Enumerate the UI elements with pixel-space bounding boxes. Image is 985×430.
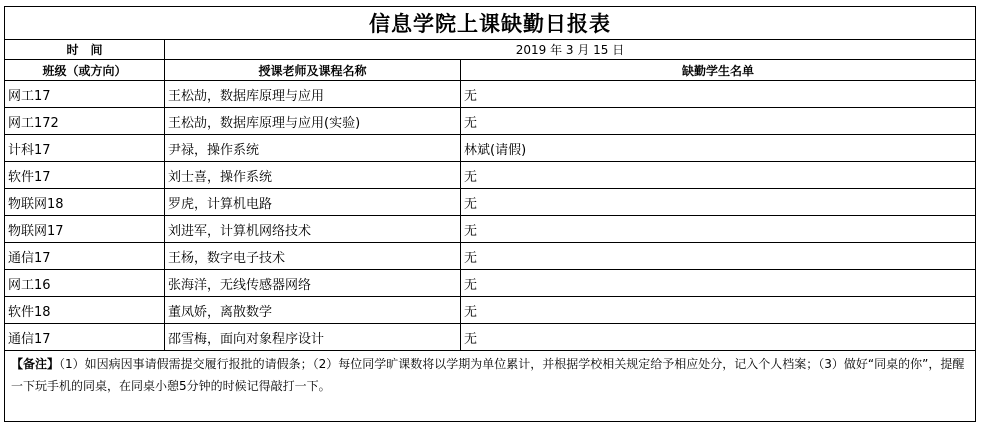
teacher-course-cell: 王杨，数字电子技术 — [165, 243, 461, 269]
remarks-text: （1）如因病因事请假需提交履行报批的请假条；（2）每位同学旷课数将以学期为单位累计，并根据学校相关规定给予相应处分，记入个人档案；（3）做好“同桌的你”，提醒一下玩手机的同桌，在同桌小憩5分钟的时候记得敲打一下。 — [11, 357, 965, 393]
teacher-course-cell: 邵雪梅，面向对象程序设计 — [165, 324, 461, 350]
class-cell: 软件18 — [5, 297, 165, 323]
table-row — [5, 162, 975, 189]
date-row — [5, 40, 975, 60]
teacher-course-cell: 罗虎，计算机电路 — [165, 189, 461, 215]
absent-cell: 无 — [464, 88, 478, 104]
absent-cell: 无 — [464, 304, 478, 320]
report-date: 2019 年 3 月 15 日 — [515, 43, 625, 57]
header-class: 班级（或方向） — [5, 60, 165, 80]
table-row — [5, 324, 975, 351]
class-cell: 网工16 — [5, 270, 165, 296]
table-row — [5, 270, 975, 297]
header-absent-students: 缺勤学生名单 — [681, 63, 754, 78]
class-cell: 通信17 — [5, 324, 165, 350]
remarks — [5, 351, 975, 399]
absent-cell: 无 — [464, 250, 478, 266]
class-cell: 软件17 — [5, 162, 165, 188]
absent-cell: 无 — [464, 277, 478, 293]
class-cell: 网工172 — [5, 108, 165, 134]
table-row — [5, 243, 975, 270]
teacher-course-cell: 尹禄，操作系统 — [165, 135, 461, 161]
table-row — [5, 108, 975, 135]
class-cell: 物联网17 — [5, 216, 165, 242]
class-cell: 计科17 — [5, 135, 165, 161]
teacher-course-cell: 刘进军，计算机网络技术 — [165, 216, 461, 242]
class-cell: 物联网18 — [5, 189, 165, 215]
table-row — [5, 135, 975, 162]
table-row — [5, 297, 975, 324]
teacher-course-cell: 王松劼，数据库原理与应用(实验) — [165, 108, 461, 134]
class-cell: 通信17 — [5, 243, 165, 269]
teacher-course-cell: 张海洋，无线传感器网络 — [165, 270, 461, 296]
absent-cell: 无 — [464, 331, 478, 347]
table-row — [5, 81, 975, 108]
teacher-course-cell: 刘士喜，操作系统 — [165, 162, 461, 188]
time-label: 时 间 — [5, 40, 165, 59]
remarks-label: 【备注】 — [11, 357, 60, 371]
class-cell: 网工17 — [5, 81, 165, 107]
report-title: 信息学院上课缺勤日报表 — [5, 7, 975, 40]
absent-cell: 无 — [464, 169, 478, 185]
header-row — [5, 60, 975, 81]
absent-cell: 无 — [464, 115, 478, 131]
teacher-course-cell: 王松劼，数据库原理与应用 — [165, 81, 461, 107]
attendance-report-table — [4, 6, 976, 422]
header-teacher-course: 授课老师及课程名称 — [165, 60, 461, 80]
table-row — [5, 189, 975, 216]
absent-cell: 无 — [464, 223, 478, 239]
teacher-course-cell: 董凤娇，离散数学 — [165, 297, 461, 323]
absent-cell: 林斌(请假) — [464, 142, 527, 158]
absent-cell: 无 — [464, 196, 478, 212]
table-row — [5, 216, 975, 243]
